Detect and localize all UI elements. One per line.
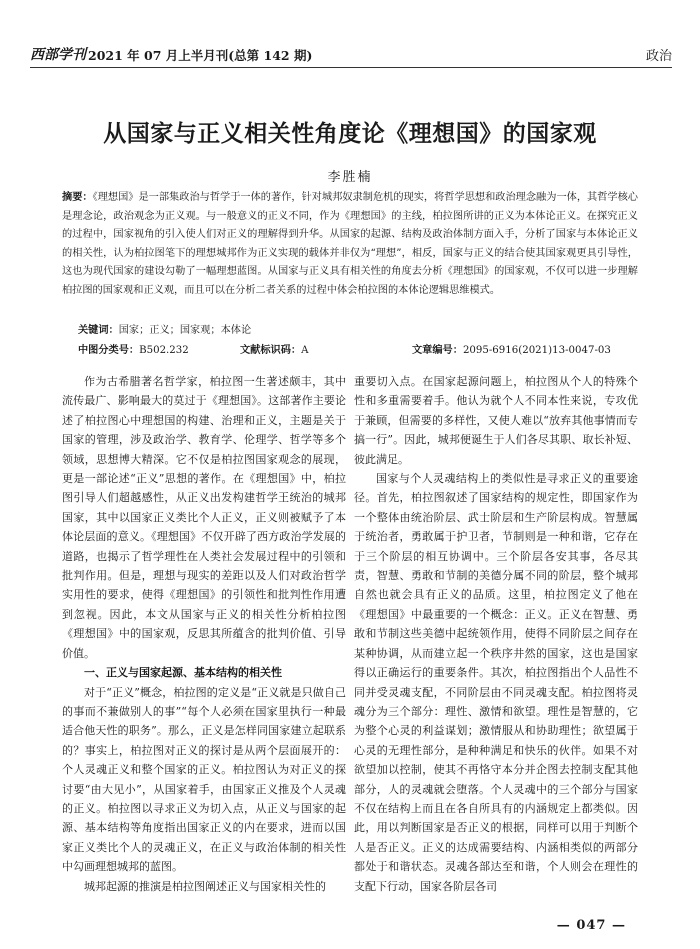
body-column-right (354, 372, 638, 896)
issue-info: 2021 年 07 月上半月刊(总第 142 期) (88, 48, 313, 63)
body-column-left (62, 372, 346, 896)
keywords-label: 关键词： (78, 324, 119, 336)
keywords-text: 国家；正义；国家观；本体论 (118, 325, 252, 336)
page-number: — 047 — (556, 918, 626, 933)
section-label: 政治 (645, 49, 672, 64)
abstract-text: 《理想国》是一部集政治与哲学于一体的著作，针对城邦奴隶制危机的现实，将哲学思想和政治理念融为一体，其哲学核心是理念论，政治观念为正义观。与一般意义的正义不同，作为《理想国》的主线，柏拉图所讲的正义为本体论正义。在探究正义的过程中，国家视角的引入使人们对正义的理解得到升华。从国家的起源、结构及政治体制方面入手，分析了国家与本体论正义的相关性，认为柏拉图笔下的理想城邦作为正义实现的载体并非仅为“理想”，相反，国家与正义的结合使其国家观更具引导性，这也为现代国家的建设勾勒了一幅理想蓝图。从国家与正义具有相关性的角度去分析《理想国》的国家观，不仅可以进一步理解柏拉图的国家观和正义观，而且可以在分析二者关系的过程中体会柏拉图的本体论逻辑思维模式。 (62, 192, 638, 296)
abstract (62, 188, 638, 300)
article-number: 文章编号：2095-6916(2021)13-0047-03 (412, 344, 611, 356)
running-header (30, 42, 672, 68)
article-title: 从国家与正义相关性角度论《理想国》的国家观 (103, 120, 597, 147)
paragraph: 作为古希腊著名哲学家，柏拉图一生著述颇丰，其中流传最广、影响最大的莫过于《理想国》。这部著作主要论述了柏拉图心中理想国的构建、治理和正义，主题是关于国家的管理，涉及政治学、教育学、伦理学、哲学等多个领域，思想博大精深。它不仅是柏拉图国家观念的展现，更是一部论述“正义”思想的著作。在《理想国》中，柏拉图引导人们超越感性，从正义出发构建哲学王统治的城邦国家，其中以国家正义类比个人正义，正义则被赋予了本体论层面的意义。《理想国》不仅开辟了西方政治学发展的道路，也揭示了哲学理性在人类社会发展过程中的引领和批判作用。但是，理想与现实的差距以及人们对政治哲学实用性的要求，使得《理想国》的引领性和批判性作用遭到忽视。因此，本文从国家与正义的相关性分析柏拉图《理想国》中的国家观，反思其所蕴含的批判价值、引导价值。 (62, 375, 346, 660)
document-code: 文献标识码：A (240, 344, 309, 356)
author-name: 李胜楠 (327, 170, 373, 185)
paragraph: 国家与个人灵魂结构上的类似性是寻求正义的重要途径。首先，柏拉图叙述了国家结构的规定性，即国家作为一个整体由统治阶层、武士阶层和生产阶层构成。智慧属于统治者，勇敢属于护卫者，节制则是一种和谐，它存在于三个阶层的相互协调中。三个阶层各安其事，各尽其责，智慧、勇敢和节制的美德分属不同的阶层，整个城邦自然也就会具有正义的品质。这里，柏拉图定义了他在《理想国》中最重要的一个概念：正义。正义在智慧、勇敢和节制这些美德中起统领作用，使得不同阶层之间存在某种协调，从而建立起一个秩序井然的国家，这也是国家得以正确运行的重要条件。其次，柏拉图指出个人品性不同并受灵魂支配，不同阶层由不同灵魂支配。柏拉图将灵魂分为三个部分：理性、激情和欲望。理性是智慧的，它为整个心灵的利益谋划；激情服从和协助理性；欲望属于心灵的无理性部分，是种种满足和快乐的伙伴。如果不对欲望加以控制，使其不再恪守本分并企图去控制支配其他部分，人的灵魂就会堕落。个人灵魂中的三个部分与国家不仅在结构上而且在各自所具有的内涵规定上都类似。因此，用以判断国家是否正义的根据，同样可以用于判断个人是否正义。正义的达成需要结构、内涵相类似的两部分都处于和谐状态。灵魂各部达至和谐，个人则会在理性的支配下行动，国家各阶层各司 (354, 472, 638, 893)
article-metadata (78, 341, 640, 356)
journal-name: 西部学刊 (30, 47, 86, 63)
keywords (78, 321, 251, 336)
clc-number: 中图分类号：B502.232 (78, 344, 189, 356)
paragraph: 城邦起源的推演是柏拉图阐述正义与国家相关性的 (84, 879, 326, 893)
paragraph: 对于“正义”概念，柏拉图的定义是“正义就是只做自己的事而不兼做别人的事”“每个人必须在国家里执行一种最适合他天性的职务”。那么，正义是怎样同国家建立起联系的？事实上，柏拉图对正义的探讨是从两个层面展开的：个人灵魂正义和整个国家的正义。柏拉图认为对正义的探讨要“由大见小”，从国家着手，由国家正义推及个人灵魂的正义。柏拉图以寻求正义为切入点，从正义与国家的起源、基本结构等角度指出国家正义的内在要求，进而以国家正义类比个人的灵魂正义，在正义与政治体制的相关性中勾画理想城邦的蓝图。 (62, 685, 346, 874)
journal-info (30, 44, 312, 64)
paragraph: 重要切入点。在国家起源问题上，柏拉图从个人的特殊个性和多重需要着手。他认为就个人不同本性来说，专攻优于兼顾，但需要的多样性，又使人难以“放弃其他事情而专搞一行”。因此，城邦便诞生于人们各尽其职、取长补短、彼此满足。 (354, 375, 638, 466)
abstract-label: 摘要： (62, 191, 93, 203)
section-heading: 一、正义与国家起源、基本结构的相关性 (84, 666, 282, 680)
